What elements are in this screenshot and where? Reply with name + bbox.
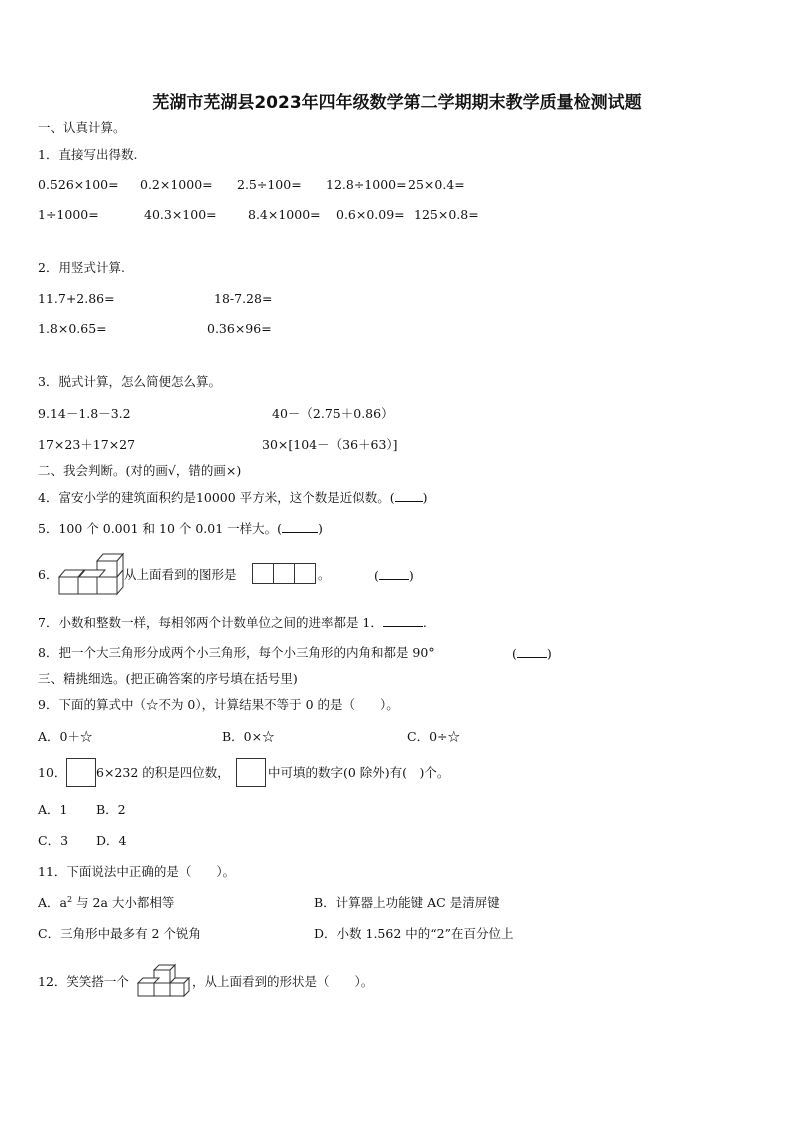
- q11-option-a-pre: A．a: [38, 895, 67, 910]
- q8-text: 8．把一个大三角形分成两个小三角形，每个小三角形的内角和都是 90°: [38, 645, 435, 660]
- q5-close: ): [318, 521, 323, 536]
- q5: [38, 520, 323, 537]
- q11-option-a[interactable]: [38, 895, 174, 911]
- q10-option-d[interactable]: D．4: [96, 833, 127, 848]
- q4-close: ): [422, 490, 428, 505]
- q1-item: 2.5÷100=: [237, 177, 302, 192]
- q3-item: 9.14－1.8－3.2: [38, 406, 131, 421]
- digit-box: [66, 758, 96, 787]
- q11-text: 11．下面说法中正确的是（ ）。: [38, 864, 236, 879]
- q9-option-c[interactable]: C．0÷☆: [407, 729, 460, 744]
- q3-item: 40－（2.75＋0.86）: [272, 406, 394, 421]
- q1-item: 12.8÷1000=: [326, 177, 407, 192]
- q1-item: 0.526×100=: [38, 177, 119, 192]
- q7-text: 7．小数和整数一样，每相邻两个计数单位之间的进率都是 1．: [38, 615, 383, 630]
- q10-option-a[interactable]: A．1: [38, 802, 68, 817]
- q9-text: 9．下面的算式中（☆不为 0），计算结果不等于 0 的是（ ）。: [38, 697, 399, 712]
- cube-stack-figure: [59, 551, 125, 597]
- q8-answer: [512, 645, 552, 662]
- q12-pre: 12．笑笑搭一个: [38, 974, 129, 989]
- q2-item: 1.8×0.65=: [38, 321, 107, 336]
- answer-blank[interactable]: [383, 614, 423, 627]
- q1-label: 1．直接写出得数.: [38, 147, 138, 162]
- section-2-heading: 二、我会判断。(对的画√，错的画×): [38, 463, 242, 478]
- section-1-heading: 一、认真计算。: [38, 120, 126, 135]
- top-view-square: [294, 563, 316, 584]
- q11-option-b[interactable]: B．计算器上功能键 AC 是清屏键: [314, 895, 500, 910]
- cube-stack-figure: [138, 961, 190, 999]
- q1-item: 0.2×1000=: [140, 177, 213, 192]
- digit-box: [236, 758, 266, 787]
- q2-item: 18-7.28=: [214, 291, 273, 306]
- answer-blank[interactable]: [395, 489, 423, 502]
- q10-number: 10．: [38, 765, 67, 780]
- q1-item: 40.3×100=: [144, 207, 217, 222]
- q4: [38, 489, 427, 506]
- answer-blank[interactable]: [379, 567, 409, 580]
- q11-option-d[interactable]: D．小数 1.562 中的“2”在百分位上: [314, 926, 514, 941]
- q5-text: 5．100 个 0.001 和 10 个 0.01 一样大。(: [38, 521, 283, 536]
- q11-option-a-post: 与 2a 大小都相等: [72, 895, 175, 910]
- section-3-heading: 三、精挑细选。(把正确答案的序号填在括号里): [38, 671, 298, 686]
- q10-text-a: 6×232 的积是四位数，: [96, 765, 230, 780]
- top-view-square: [273, 563, 295, 584]
- q7: [38, 614, 427, 631]
- q2-item: 11.7+2.86=: [38, 291, 115, 306]
- q10-option-b[interactable]: B．2: [96, 802, 126, 817]
- q2-item: 0.36×96=: [207, 321, 272, 336]
- answer-blank[interactable]: [517, 645, 547, 658]
- q11-option-c[interactable]: C．三角形中最多有 2 个锐角: [38, 926, 201, 941]
- q8-paren-open: (: [512, 646, 517, 661]
- q3-label: 3．脱式计算，怎么简便怎么算。: [38, 374, 221, 389]
- q8-paren-close: ): [546, 646, 552, 661]
- q6-text: 从上面看到的图形是: [124, 567, 237, 582]
- q3-item: 17×23＋17×27: [38, 437, 136, 452]
- q1-item: 25×0.4=: [408, 177, 465, 192]
- q1-item: 8.4×1000=: [248, 207, 321, 222]
- q9-option-a[interactable]: A．0＋☆: [38, 729, 93, 744]
- q7-end: .: [422, 615, 427, 630]
- answer-blank[interactable]: [282, 520, 318, 533]
- q6-paren-close: ): [408, 568, 414, 583]
- q11-option-a-sup: 2: [66, 894, 73, 904]
- q1-item: 0.6×0.09=: [336, 207, 405, 222]
- q10-option-c[interactable]: C．3: [38, 833, 69, 848]
- top-view-square: [252, 563, 274, 584]
- q6-period: 。: [318, 567, 331, 582]
- q2-label: 2．用竖式计算.: [38, 260, 125, 275]
- q10-text-b: 中可填的数字(0 除外)有( )个。: [268, 765, 450, 780]
- q4-text: 4．富安小学的建筑面积约是10000 平方米，这个数是近似数。(: [38, 490, 395, 505]
- q3-item: 30×[104－（36＋63）]: [262, 437, 398, 452]
- q1-item: 1÷1000=: [38, 207, 99, 222]
- q6-answer: [374, 567, 414, 584]
- q9-option-b[interactable]: B．0×☆: [222, 729, 275, 744]
- page-title: 芜湖市芜湖县2023年四年级数学第二学期期末教学质量检测试题: [152, 93, 642, 113]
- q6-number: 6．: [38, 567, 59, 582]
- q6-paren-open: (: [374, 568, 379, 583]
- q1-item: 125×0.8=: [414, 207, 479, 222]
- q12-post: ，从上面看到的形状是（ ）。: [192, 974, 374, 989]
